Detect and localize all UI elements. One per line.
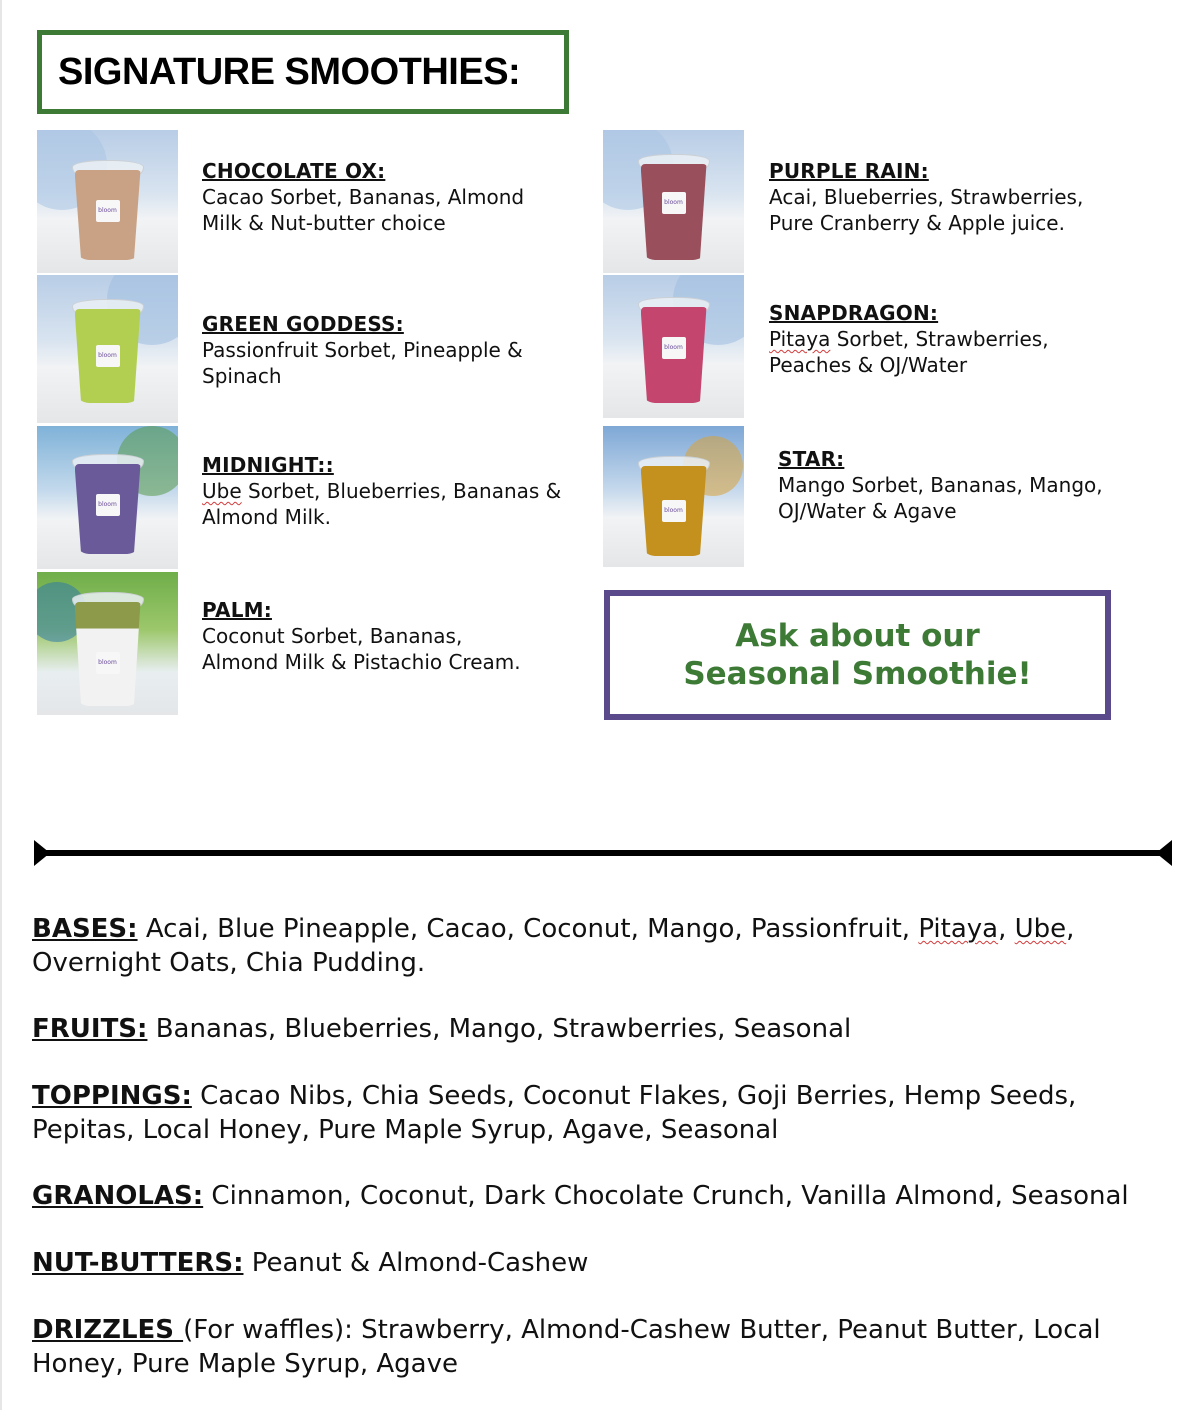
smoothie-star	[778, 446, 1103, 524]
drizzles-label: DRIZZLES	[32, 1315, 184, 1345]
nut-butters-text: Peanut & Almond-Cashew	[243, 1248, 589, 1278]
granolas-text: Cinnamon, Coconut, Dark Chocolate Crunch, Vanilla Almond, Seasonal	[203, 1181, 1129, 1211]
smoothie-purple-rain	[769, 158, 1083, 236]
smoothie-desc: Acai, Blueberries, Strawberries, Pure Cranberry & Apple juice.	[769, 185, 1084, 235]
midnight-photo	[37, 426, 178, 569]
seasonal-line-2: Seasonal Smoothie!	[683, 656, 1032, 692]
seasonal-callout	[604, 590, 1111, 720]
toppings-label: TOPPINGS:	[32, 1081, 192, 1111]
smoothie-desc: Cacao Sorbet, Bananas, Almond Milk & Nut-butter choice	[202, 185, 525, 235]
spell-marked-word: Ube	[1014, 914, 1067, 944]
smoothie-green-goddess	[202, 311, 523, 389]
fruits-list	[32, 1012, 1182, 1046]
divider-right-cap	[1156, 840, 1172, 866]
smoothie-name: MIDNIGHT::	[202, 453, 334, 477]
seasonal-line-1: Ask about our	[735, 618, 980, 654]
smoothie-name: PALM:	[202, 598, 272, 622]
palm-photo	[37, 572, 178, 715]
green-goddess-photo	[37, 275, 178, 423]
desc-rest: Sorbet, Strawberries, Peaches & OJ/Water	[769, 327, 1049, 377]
cup-label: bloom	[96, 652, 120, 674]
nut-butters-list	[32, 1246, 1182, 1280]
spell-marked-word: Pitaya	[769, 327, 831, 351]
toppings-text: Cacao Nibs, Chia Seeds, Coconut Flakes, Goji Berries, Hemp Seeds, Pepitas, Local Honey, Pure Maple Syrup, Agave, Seasonal	[32, 1081, 1077, 1145]
fruits-text: Bananas, Blueberries, Mango, Strawberries, Seasonal	[147, 1014, 852, 1044]
page-title: SIGNATURE SMOOTHIES:	[58, 50, 521, 93]
desc-rest: Sorbet, Blueberries, Bananas & Almond Milk.	[202, 479, 562, 529]
bases-separator: ,	[998, 914, 1015, 944]
smoothie-desc	[202, 478, 561, 530]
section-divider	[34, 838, 1172, 868]
chocolate-ox-photo	[37, 130, 178, 273]
spell-marked-word: Pitaya	[918, 914, 999, 944]
fruits-label: FRUITS:	[32, 1014, 148, 1044]
cup-label: bloom	[662, 192, 686, 214]
smoothie-midnight	[202, 452, 561, 530]
smoothie-snapdragon	[769, 300, 1049, 378]
cup-label: bloom	[96, 494, 120, 516]
cup-label: bloom	[662, 337, 686, 359]
smoothie-name: SNAPDRAGON:	[769, 301, 939, 325]
smoothie-chocolate-ox	[202, 158, 524, 236]
purple-rain-photo	[603, 130, 744, 273]
snapdragon-photo	[603, 275, 744, 418]
smoothie-desc: Passionfruit Sorbet, Pineapple & Spinach	[202, 338, 523, 388]
granolas-label: GRANOLAS:	[32, 1181, 204, 1211]
smoothie-name: PURPLE RAIN:	[769, 159, 929, 183]
bases-label: BASES:	[32, 914, 138, 944]
star-photo	[603, 426, 744, 567]
granolas-list	[32, 1179, 1182, 1213]
drizzles-text: (For waffles): Strawberry, Almond-Cashew Butter, Peanut Butter, Local Honey, Pure Maple Syrup, Agave	[32, 1315, 1101, 1379]
smoothie-name: GREEN GODDESS:	[202, 312, 404, 336]
cup-label: bloom	[662, 500, 686, 522]
bases-list	[32, 912, 1182, 980]
spell-marked-word: Ube	[202, 479, 242, 503]
bases-text-end: , Overnight Oats, Chia Pudding.	[32, 914, 1075, 978]
title-box	[37, 30, 569, 114]
divider-left-cap	[34, 840, 50, 866]
smoothie-desc: Mango Sorbet, Bananas, Mango, OJ/Water & Agave	[778, 473, 1103, 523]
cup-label: bloom	[96, 345, 120, 367]
cup-label: bloom	[96, 200, 120, 222]
smoothie-name: CHOCOLATE OX:	[202, 159, 386, 183]
drizzles-list	[32, 1313, 1182, 1381]
nut-butters-label: NUT-BUTTERS:	[32, 1248, 244, 1278]
bases-text: Acai, Blue Pineapple, Cacao, Coconut, Mango, Passionfruit,	[137, 914, 919, 944]
smoothie-palm	[202, 597, 521, 675]
smoothie-name: STAR:	[778, 447, 845, 471]
page-edge	[0, 0, 2, 1410]
smoothie-desc: Coconut Sorbet, Bananas, Almond Milk & Pistachio Cream.	[202, 624, 521, 674]
toppings-list	[32, 1079, 1182, 1147]
smoothie-desc	[769, 326, 1049, 378]
